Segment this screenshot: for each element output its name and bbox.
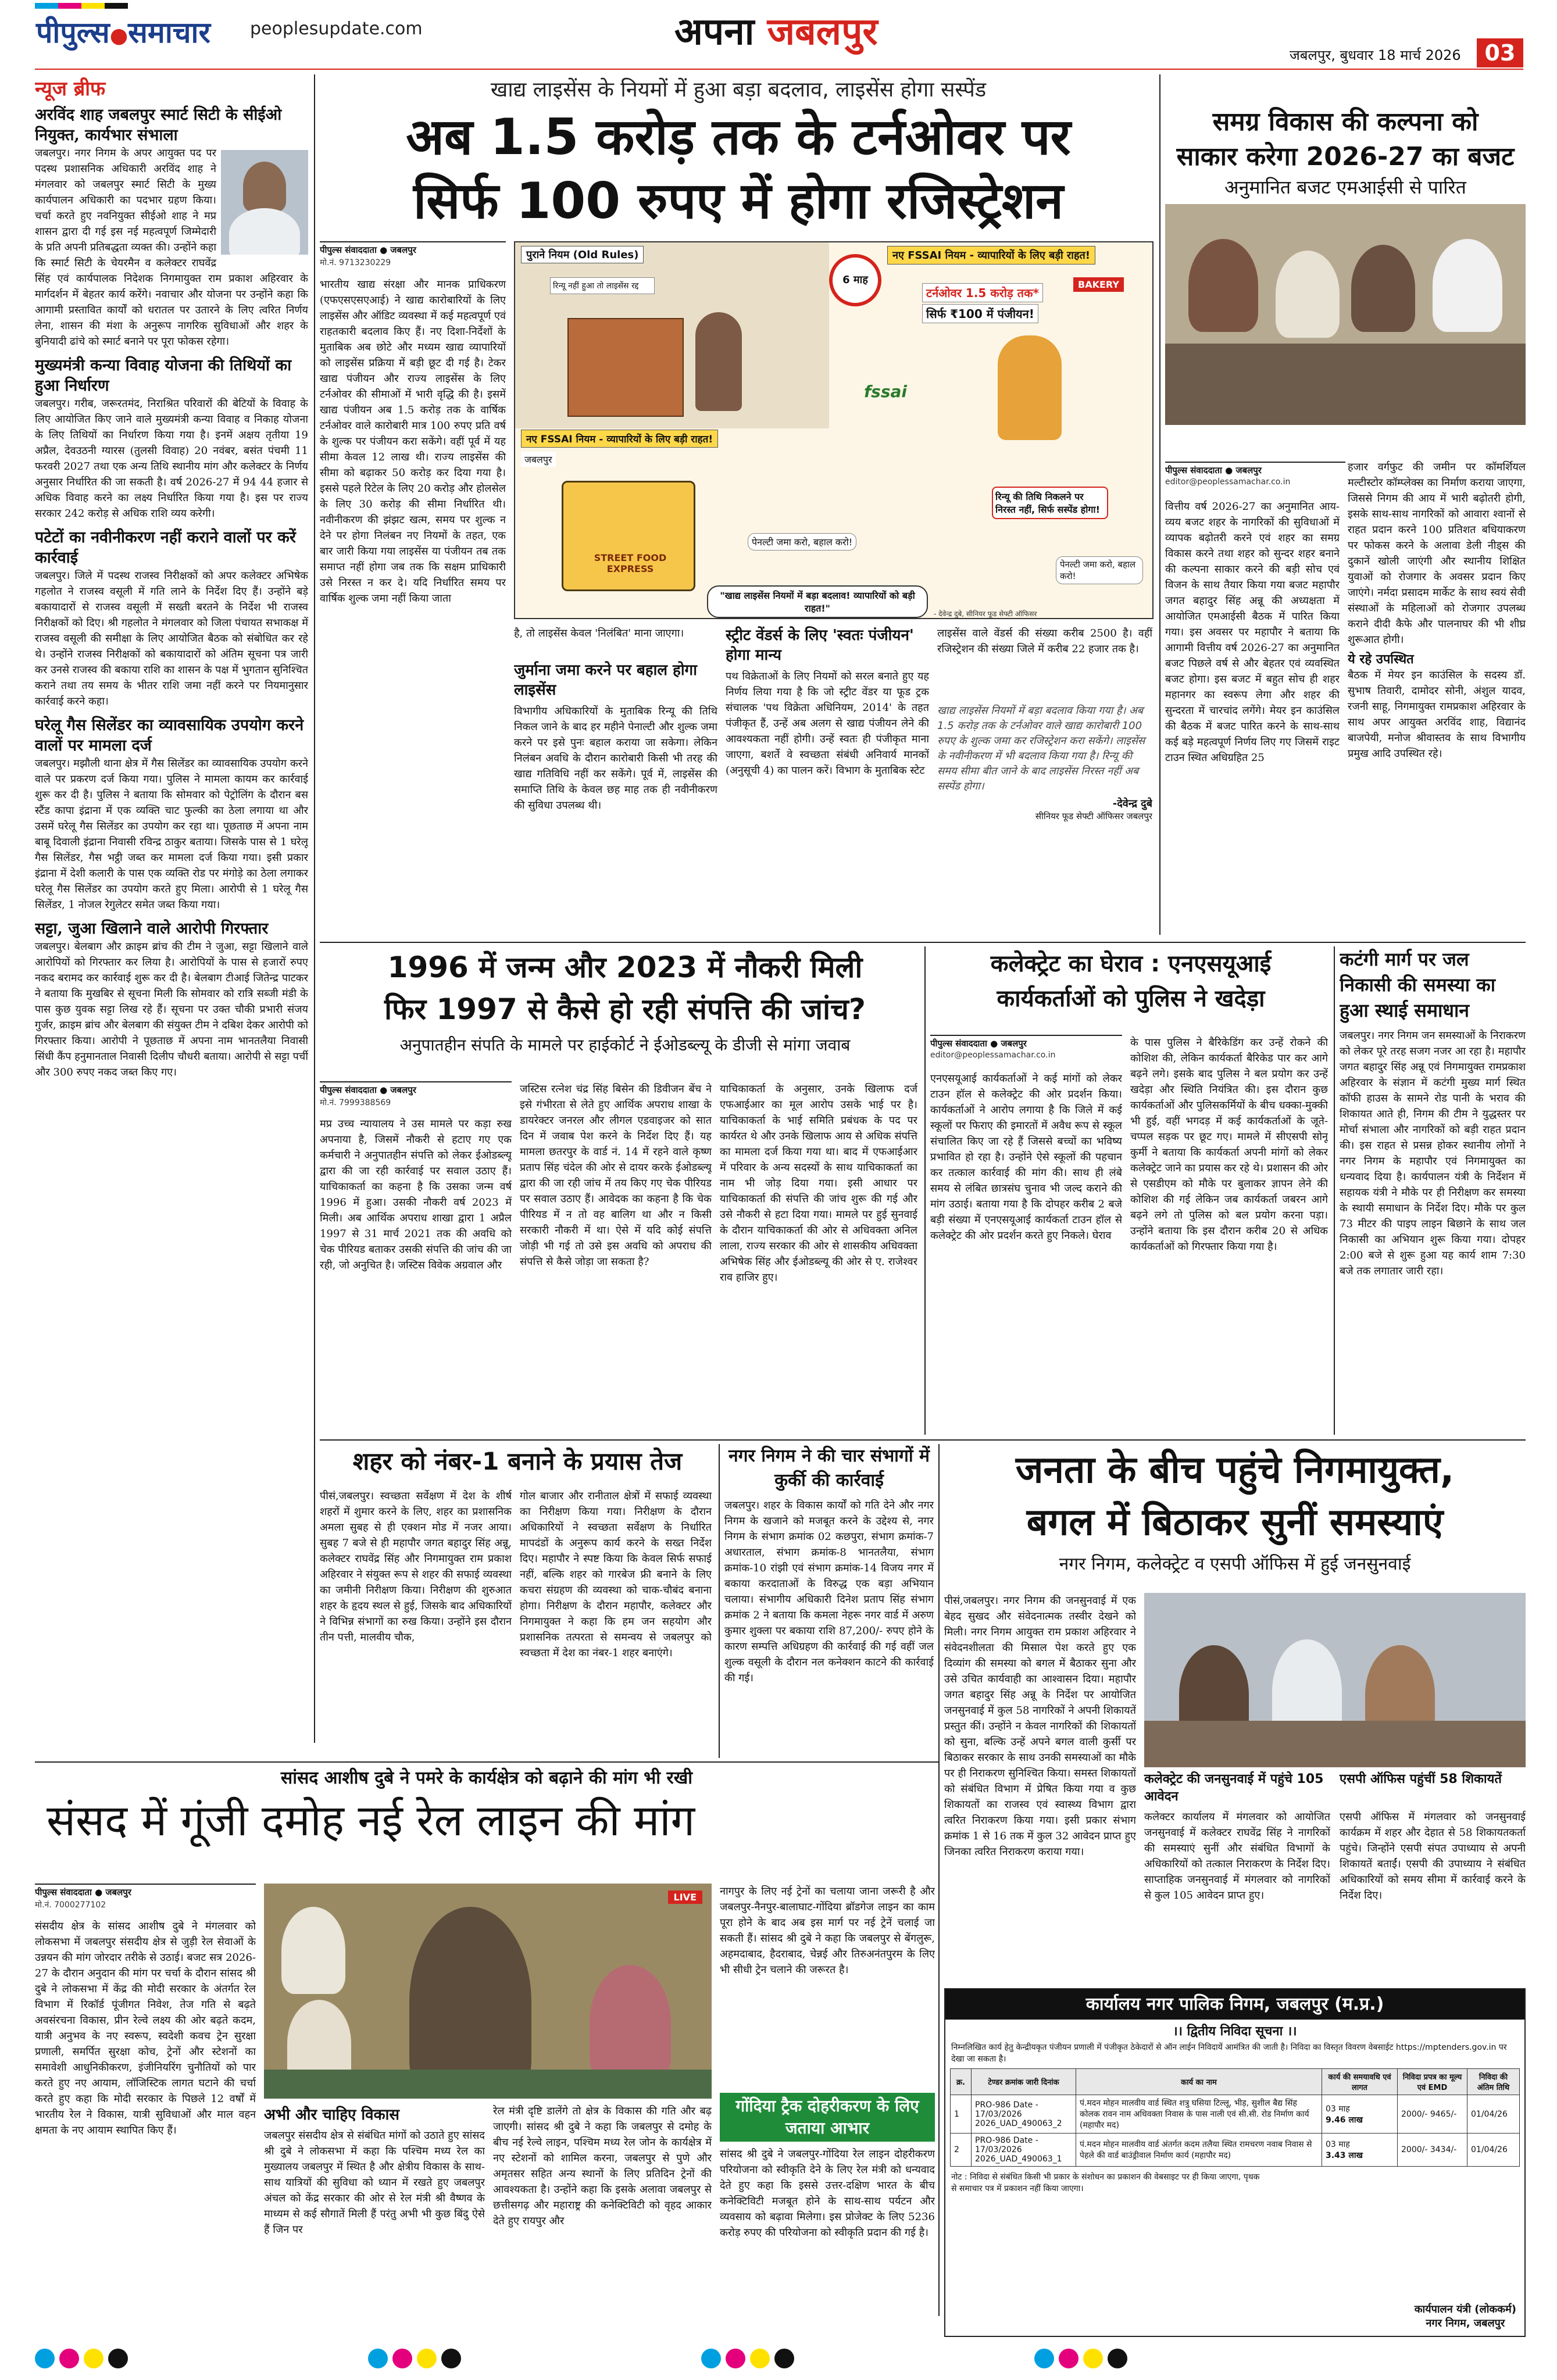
- kurki-body: जबलपुर। शहर के विकास कार्यों को गति देने और नगर निगम के खजाने को मजबूत करने के उद्देश्य से, नगर निगम के संभाग क्रमांक 02 कछपुरा, संभाग क्रमांक-7 अधारताल, संभाग क्रमांक-8 भानतलैया, संभाग क्रमांक-10 रांझी एवं संभाग क्रमांक-14 विजय नगर में बकाया करदाताओं के विरुद्ध एक बड़ा अभियान चलाया। संभागीय अधिकारी दिनेश प्रताप सिंह संभाग क्रमांक 2 ने बताया कि कमला नेहरू नगर वार्ड में अरुण कुमार शुक्ला पर बकाया राशि 87,200/- रुपए होने के कारण सम्पत्ति अधिग्रहण की कार्रवाई की गई वहीं जल शुल्क वसूली के दौरान नल कनेक्शन काटने की कार्रवाई की गई।: [724, 1499, 934, 1684]
- column-rule: [938, 1444, 940, 2316]
- gondia-box-body: सांसद श्री दुबे ने जबलपुर-गोंदिया रेल लाइन दोहरीकरण परियोजना को स्वीकृति देने के लिए रेल मंत्री को धन्यवाद देते हुए कहा कि इससे उत्तर-दक्षिण भारत के बीच कनेक्टिविटी मजबूत होने के साथ-साथ पर्यटन और व्यवसाय को बढ़ावा मिलेगा। इस प्रोजेक्ट के लिए 5236 करोड़ रुपए की परियोजना को स्वीकृति प्रदान की गई है।: [720, 2148, 935, 2239]
- lead-col-3: पथ विक्रेताओं के लिए नियमों को सरल बनाते हुए यह निर्णय लिया गया है कि जो स्ट्रीट वेंडर या फूड ट्रक संचालक 'पथ विक्रेता अधिनियम, 2014' के तहत पंजीकृत हैं, उन्हें अब अलग से खाद्य पंजीयन लेने की आवश्यकता नहीं होगी। उन्हें स्वतः ही पंजीकृत माना जाएगा, बशर्ते वे स्वच्छता संबंधी अनिवार्य मानकों (अनुसूची 4) का पालन करें। विभाग के मुताबिक स्टेट: [726, 670, 929, 777]
- quote-title: सीनियर फूड सेफ्टी ऑफिसर जबलपुर: [1035, 811, 1152, 821]
- lead-col-4: लाइसेंस वाले वेंडर्स की संख्या करीब 2500 है। वहीं रजिस्ट्रेशन की संख्या जिले में करीब 22 हजार तक है।: [937, 627, 1152, 655]
- city-no1-col-1: पीसं,जबलपुर। स्वच्छता सर्वेक्षण में देश के शीर्ष शहरों में शुमार करने के लिए, शहर का प्रशासनिक अमला सुबह से ही एक्शन मोड में नजर आया। सुबह 7 बजे से ही महापौर जगत बहादुर सिंह अन्नू, कलेक्टर राघवेंद्र सिंह और निगमायुक्त राम प्रकाश अहिरवार ने संयुक्त रूप से शहर की सफाई व्यवस्था का जमीनी निरीक्षण किया। निरीक्षण की शुरुआत शहर के हृदय स्थल से हुई, जिसके बाद अधिकारियों ने विभिन्न संभागों का रुख किया। उन्होंने इस दौरान तीन पत्ती, मालवीय चौक,: [320, 1490, 512, 1643]
- rail-byline-block: [35, 1884, 256, 1918]
- byline: पीपुल्स संवाददाता ● जबलपुर: [1165, 462, 1345, 476]
- cell-last: 01/04/26: [1467, 2095, 1520, 2134]
- brief-headline: सट्टा, जुआ खिलाने वाले आरोपी गिरफ्तार: [35, 920, 269, 938]
- header-rule: [35, 69, 1523, 70]
- cell-sn: 1: [951, 2095, 972, 2134]
- logo[interactable]: पीपुल्स●समाचार: [36, 16, 210, 49]
- rail-col-1: संसदीय क्षेत्र के सांसद आशीष दुबे ने मंगलवार को लोकसभा में जबलपुर संसदीय क्षेत्र से जुड़ी रेल सेवाओं के उन्नयन की मांग जोरदार तरीके से उठाई। बजट सत्र 2026-27 के दौरान अनुदान की मांग पर चर्चा के दौरान सांसद श्री दुबे ने लोकसभा में केंद्र की मोदी सरकार के अंतर्गत रेल विभाग में रिकॉर्ड पूंजीगत निवेश, तेज गति से बढ़ते अवसंरचना विकास, प्रीन रेल्वे लक्ष्य की ओर बढ़ते कदम, यात्री अनुभव के नए स्वरूप, स्वदेशी कवच ट्रेन सुरक्षा प्रणाली, समर्पित सुरक्षा कोच, ट्रेनों और स्टेशनों का समावेशी आधुनिकीकरण, इंजीनियरिंग चुनौतियों को पार करते हुए नए आयाम, लॉजिस्टिक लागत घटाने की चर्चा करते हुए कहा कि मोदी सरकार के पिछले 12 वर्षों में भारतीय रेल ने विकास, यात्री सुविधाओं और माल वहन क्षमता के नए आयाम स्थापित किए हैं।: [35, 1920, 256, 2136]
- city-no1-headline: शहर को नंबर-1 बनाने के प्रयास तेज: [352, 1447, 683, 1475]
- reporter-mobile: मो.नं. 7999388569: [320, 1098, 391, 1107]
- cartoon-speech: "खाद्य लाइसेंस नियमों में बड़ा बदलाव! व्यापारियों को बड़ी राहत!": [707, 585, 928, 618]
- brief-body: जबलपुर। मझौली थाना क्षेत्र में गैस सिलेंडर का व्यावसायिक उपयोग करने वाले पर प्रकरण दर्ज किया गया। पुलिस ने मामला कायम कर कार्रवाई शुरू कर दी है। पुलिस ने बताया कि सोमवार को पेट्रोलिंग के दौरान बस स्टैंड कापा इंद्राना में एक व्यक्ति चाट फुल्की का ठेला लगाया था और उसमें घरेलू गैस सिलेंडर का उपयोग कर रहा था। पूछताछ में अपना नाम बाबू दिवाली इंद्राना निवासी रविन्द्र ठाकुर बताया। जिसके पास से 1 घरेलू गैस सिलेंडर, गैस भट्ठी जब्त कर मामला दर्ज किया गया। इसी प्रकार इंद्राना में देशी कलारी के पास एक व्यक्ति रोड पर मंगोड़े का ठेला लगाकर घरेलू गैस सिलेंडर का उपयोग करते हुए मिला। आरोपी से 1 घरेलू गैस सिलेंडर, 1 नोजल रेगुलेटर समेत जब्त किया गया।: [35, 757, 308, 911]
- th-duration: कार्य की समयावधि एवं लागत: [1322, 2069, 1398, 2095]
- quote-name: -देवेन्द्र दुबे: [1112, 798, 1152, 810]
- rail-col-4: नागपुर के लिए नई ट्रेनों का चलाया जाना जरूरी है और जबलपुर-नैनपुर-बालाघाट-गोंदिया ब्रॉडगेज लाइन का काम पूरा होने के बाद अब इस मार्ग पर नई ट्रेनें चलाई जा सकती हैं। सांसद श्री दुबे ने कहा कि जबलपुर से बेंगलुरू, अहमदाबाद, हैदराबाद, चेन्नई और तिरुअनंतपुरम के लिए भी सीधी ट्रेन चलाने की जरूरत है।: [720, 1885, 935, 1976]
- section-prefix: अपना: [674, 10, 755, 53]
- arvind-shah-photo: [221, 150, 308, 255]
- live-badge: LIVE: [668, 1891, 702, 1904]
- section-title: [674, 5, 878, 55]
- lead-quote: [937, 703, 1152, 855]
- budget-col-2: [1348, 459, 1526, 936]
- logo-left: पीपुल्स: [36, 16, 110, 49]
- tender-title: कार्यालय नगर पालिक निगम, जबलपुर (म.प्र.): [945, 1989, 1524, 2020]
- cartoon-penalty-2: पेनल्टी जमा करो, बहाल करो!: [1056, 556, 1143, 584]
- hearing-body: पीसं,जबलपुर। नगर निगम की जनसुनवाई में एक बेहद सुखद और संवेदनात्मक तस्वीर देखने को मिली। नगर निगम आयुक्त राम प्रकाश अहिरवार ने संवेदनशीलता की मिसाल पेश करते हुए एक दिव्यांग की समस्या को बगल में बैठाकर सुना और उसे उचित कार्यवाही का आश्वासन दिया। महापौर जगत बहादुर सिंह अन्नू के निर्देश पर आयोजित जनसुनवाई में कुल 58 नागरिकों ने अपनी शिकायतें प्रस्तुत कीं। उन्होंने न केवल नागरिकों की शिकायतों को सुना, बल्कि उन्हें अपने बगल वाली कुर्सी पर बिठाकर सरकार के साथ उनकी समस्याओं का मौके पर ही निराकरण सुनिश्चित किया। समस्त शिकायतों को संबंधित विभाग में प्रेषित किया गया व कुछ शिकायतों का राजस्व एवं स्वास्थ्य विभाग द्वारा त्वरित निराकरण किया गया। इसी प्रकार संभाग क्रमांक 1 से 16 तक में कुल 32 आवेदन प्राप्त हुए जिनका त्वरित निराकरण कराया गया।: [944, 1595, 1136, 1858]
- duration: 03 माह: [1326, 2104, 1350, 2114]
- column-rule: [1334, 946, 1335, 1435]
- hc-headline-1: 1996 में जन्म और 2023 में नौकरी मिली: [387, 950, 863, 984]
- budget-headline-1: समग्र विकास की कल्पना को: [1212, 107, 1479, 137]
- email: editor@peoplessamachar.co.in: [1165, 477, 1291, 487]
- cell-tender: PRO-986 Date - 17/03/2026 2026_UAD_490063_2: [972, 2095, 1076, 2134]
- duration: 03 माह: [1326, 2140, 1350, 2149]
- fssai-logo: fssai: [864, 382, 908, 401]
- cell-duration: [1322, 2134, 1398, 2167]
- th-emd: निविदा प्रपत्र का मूल्य एवं EMD: [1398, 2069, 1467, 2095]
- lead-subhead-2: स्ट्रीट वेंडर्स के लिए 'स्वतः पंजीयन' होगा मान्य: [726, 627, 914, 664]
- hc-headline-2: फिर 1997 से कैसे हो रही संपत्ति की जांच?: [384, 992, 866, 1026]
- horizontal-rule: [35, 1761, 938, 1763]
- hearing-caption-1: कलेक्ट्रेट की जनसुनवाई में पहुंचे 105 आवेदन: [1144, 1772, 1324, 1804]
- hearing-photo-1: [1144, 1593, 1526, 1767]
- bakery-sign: BAKERY: [1073, 277, 1124, 292]
- brief-item: [35, 105, 308, 349]
- cell-last: 01/04/26: [1467, 2134, 1520, 2167]
- brief-body: जबलपुर। बेलबाग और क्राइम ब्रांच की टीम ने जुआ, सट्टा खिलाने वाले आरोपियों को गिरफ्तार कर लिया है। आरोपियों के पास से हजारों रुपए नकद बरामद कर कार्रवाई शुरू कर दी है। बेलबाग टीआई जितेन्द्र पाटकर ने बताया कि मुखबिर से सूचना मिली कि सोमवार को रात्रि सब्जी मंडी के पास कुछ युवक सट्टा लिख रहे हैं। सूचना पर उक्त चौकी प्रभारी संजय गुर्जर, क्राइम ब्रांच और बेलबाग की संयुक्त टीम ने दबिश देकर आरोपी को गिरफ्तार किया। आरोपी ने पूछताछ में अपना नाम भानतलैया निवासी सिंधी कैंप हनुमानताल निवासी दिलीप चौधरी बताया। आरोपी से सट्टा पर्ची और 300 रुपए नकद जब्त किए गए।: [35, 941, 308, 1078]
- collectorate-col-1: एनएसयूआई कार्यकर्ताओं ने कई मांगों को लेकर टाउन हॉल से कलेक्ट्रेट की ओर प्रदर्शन किया। कार्यकर्ताओं ने आरोप लगाया है कि जिले में कई स्कूलों पर फिराए की इमारतों में अवैध रूप से स्कूल संचालित किए जा रहे हैं जिससे बच्चों का भविष्य प्रभावित हो रहा है। उन्होंने ऐसे स्कूलों की पहचान कर तत्काल कार्रवाई की मांग की। साथ ही लंबे समय से लंबित छात्रसंघ चुनाव भी जल्द कराने की मांग उठाई। बताया गया है कि दोपहर करीब 2 बजे बड़ी संख्या में एनएसयूआई कार्यकर्ता टाउन हॉल से कलेक्ट्रेट की ओर प्रदर्शन करते हुए निकले। घेराव: [930, 1073, 1122, 1242]
- brief-item: [35, 919, 308, 1080]
- collectorate-byline-block: [930, 1035, 1122, 1070]
- cell-duration: [1322, 2095, 1398, 2134]
- masthead: [0, 0, 1557, 70]
- cost: 3.43 लाख: [1326, 2151, 1363, 2160]
- brief-item: [35, 527, 308, 709]
- brief-headline: घरेलू गैस सिलेंडर का व्यावसायिक उपयोग करने वालों पर मामला दर्ज: [35, 716, 304, 755]
- column-rule: [719, 1444, 720, 1758]
- budget-col-2-body: हजार वर्गफुट की जमीन पर कॉमर्शियल मल्टीस्टोर कॉम्प्लेक्स का निर्माण कराया जाएगा, जिससे निगम की आय में भारी बढ़ोतरी होगी, इसके साथ-साथ नागरिकों को आवारा श्वानों से राहत प्रदान करने 100 प्रतिशत बधियाकरण पर फोकस करने के अलावा डेली नीड्स की दुकानें खोली जाएंगी और स्थानीय शिक्षित युवाओं को रोजगार के अवसर प्रदान किए जाएंगे। नर्मदा प्रसादम मार्केट के साथ स्वयं सेवी संस्थाओं के महिलाओं को रोजगार उपलब्ध कराने दीदी कैफे और पालनाघर की भी शीघ्र शुरूआत होगी।: [1348, 461, 1526, 646]
- brief-body: जबलपुर। नगर निगम के अपर आयुक्त पद पर पदस्थ प्रशासनिक अधिकारी अरविंद शाह ने मंगलवार को जबलपुर स्मार्ट सिटी के मुख्य कार्यपालन अधिकारी का पदभार ग्रहण किया। चर्चा करते हुए नवनियुक्त सीईओ शाह ने मप्र शासन द्वारा दी गई इस नई महत्वपूर्ण जिम्मेदारी के प्रति अपनी प्रतिबद्धता व्यक्त की। उन्होंने कहा कि स्मार्ट सिटी के चेयरमैन व कलेक्टर राघवेंद्र सिंह एवं कार्यपालक निदेशक निगमायुक्त राम प्रकाश अहिरवार के मार्गदर्शन में बेहतर कार्य करेंगे। नवाचार और योजना पर उन्होंने कहा कि आगामी प्रस्तावित कार्यों को धरातल पर उतारने के लिए त्वरित निर्णय लेना, शासन की मंशा के अनुरूप नागरिक सुविधाओं और शहर के बुनियादी ढांचे को स्मार्ट बनाने पर पूरा फोकस रहेगा।: [35, 147, 308, 348]
- tender-signature: [1415, 2302, 1516, 2330]
- parliament-photo: [264, 1884, 712, 2099]
- katangi-story: [1340, 946, 1526, 1446]
- katangi-headline: कटंगी मार्ग पर जल निकासी की समस्या का हुआ स्थाई समाधान: [1340, 948, 1496, 1021]
- katangi-body: जबलपुर। नगर निगम जन समस्याओं के निराकरण को लेकर पूरे तरह सजग नजर आ रहा है। महापौर जगत बहादुर सिंह अन्नू एवं निगमायुक्त रामप्रकाश अहिरवार के संज्ञान में कटंगी मुख्य मार्ग स्थित कॉफी हाउस के सामने रोड पानी के भराव की शिकायत आते ही, निगम की टीम ने युद्धस्तर पर मोर्चा संभाला और नागरिकों को बड़ी राहत प्रदान की। इस राहत से प्रसन्न होकर स्थानीय लोगों ने नगर निगम के महापौर एवं निगमायुक्त का धन्यवाद दिया है। कार्यपालन यंत्री के निर्देशन में सहायक यंत्री ने मौके पर ही निरीक्षण कर समस्या के स्थायी समाधान के निर्देश दिए। मौके पर कुल 73 मीटर की पाइप लाइन बिछाने के साथ जल निकासी का अभियान शुरू किया गया। दोपहर 2:00 बजे से शुरू हुआ यह कार्य शाम 7:30 बजे तक लगातार जारी रहा।: [1340, 1030, 1526, 1277]
- gondia-box-title: गोंदिया ट्रैक दोहरीकरण के लिए जताया आभार: [720, 2093, 935, 2142]
- tender-note: नोट : निविदा से संबंधित किसी भी प्रकार के संशोधन का प्रकाशन की वेबसाइट पर ही किया जाएगा, पृथक से समाचार पत्र में प्रकाशन नहीं किया जाएगा।: [951, 2172, 1260, 2193]
- cartoon-credit: - देवेन्द्र दुबे, सीनियर फूड सेफ्टी ऑफिसर: [934, 610, 1037, 618]
- signature-org: नगर निगम, जबलपुर: [1426, 2317, 1505, 2329]
- brief-item: [35, 715, 308, 913]
- cell-sn: 2: [951, 2134, 972, 2167]
- reporter-mobile: मो.नं. 9713230229: [320, 258, 391, 267]
- cell-emd: 2000/- 9465/-: [1398, 2095, 1467, 2134]
- kurki-story: [724, 1444, 934, 1770]
- rail-subhead: अभी और चाहिए विकास: [264, 2106, 399, 2124]
- cartoon-happy-man: [998, 335, 1062, 440]
- th-last: निविदा की अंतिम तिथि: [1467, 2069, 1520, 2095]
- reporter-mobile: मो.नं. 7000277102: [35, 1900, 106, 1910]
- section-city: जबलपुर: [767, 10, 878, 53]
- rail-col-2: जबलपुर संसदीय क्षेत्र से संबंधित मांगों को उठाते हुए सांसद श्री दुबे ने लोकसभा में कहा कि पश्चिम मध्य रेल का मुख्यालय जबलपुर में स्थित है और क्षेत्रीय विकास के साथ-साथ यात्रियों की सुविधा को ध्यान में रखते हुए जबलपुर अंचल को केंद्र सरकार की ओर से रेल मंत्री श्री वैष्णव के माध्यम से कई सौगातें मिली हैं परंतु अभी भी कुछ बिंदु ऐसे हैं जिन पर: [264, 2129, 485, 2236]
- th-sn: क्र.: [951, 2069, 972, 2095]
- cartoon-new-rules: नए FSSAI नियम - व्यापारियों के लिए बड़ी राहत!: [887, 246, 1095, 265]
- budget-photo: [1165, 204, 1526, 425]
- hearing-caption-2: एसपी ऑफिस पहुंचीं 58 शिकायतें: [1340, 1772, 1502, 1786]
- hearing-collectorate: कलेक्टर कार्यालय में मंगलवार को आयोजित जनसुनवाई में कलेक्टर राघवेंद्र सिंह ने नागरिकों की समस्याएं सुनीं और संबंधित विभागों के अधिकारियों को तत्काल निराकरण के निर्देश दिए। साप्ताहिक जनसुनवाई में मंगलवार को नागरिकों से कुल 105 आवेदन प्राप्त हुए।: [1144, 1811, 1330, 1902]
- cartoon-penalty-1: पेनल्टी जमा करो, बहाल करो!: [748, 533, 856, 551]
- cmyk-dots-bottom: [35, 2349, 1523, 2372]
- cell-work: पं.मदन मोहन मालवीय वार्ड स्थित शत्रु घसिया टिल्लू, भीड़, सुशील बैद्य सिंह कोलक रावन नाम अधिवक्ता निवास के पास नाली एवं सी.सी. रोड निर्माण कार्य (महापौर मद): [1076, 2095, 1322, 2134]
- lead-headline-1: अब 1.5 करोड़ तक के टर्नओवर पर: [406, 108, 1071, 166]
- lead-col-1: भारतीय खाद्य संरक्षा और मानक प्राधिकरण (एफएसएसएआई) ने खाद्य कारोबारियों के लिए लाइसेंस और ऑडिट व्यवस्था में कई महत्वपूर्ण एवं राहतकारी बदलाव किए हैं। नए दिशा-निर्देशों के मुताबिक अब छोटे और मध्यम खाद्य व्यापारियों को लाइसेंस प्रक्रिया में बड़ी छूट दी गई है। टेकर खाद्य पंजीयन और राज्य लाइसेंस के लिए टर्नओवर की सीमाओं में भारी वृद्धि की है। इसमें खाद्य पंजीयन अब 1.5 करोड़ तक के वार्षिक टर्नओवर वाले कारोबारी मात्र 100 रुपए प्रति वर्ष के शुल्क पर पंजीयन करा सकेंगे। वहीं पूर्व में यह सीमा केवल 12 लाख थी। राज्य लाइसेंस की सीमा को बढ़ाकर 50 करोड़ कर दिया गया है। इससे पहले रिटेल के लिए 20 करोड़ और होलसेल के लिए 30 करोड़ की सीमा निर्धारित थी। नवीनीकरण की झंझट खत्म, समय पर शुल्क न देने पर होगा निलंबन नए नियमों के तहत, एक बार जारी किया गया लाइसेंस या पंजीयन तब तक समाप्त नहीं होगा जब तक कि सक्षम प्राधिकारी उसे निरस्त न कर दे। यदि निर्धारित समय पर वार्षिक शुल्क जमा नहीं किया जाता: [320, 278, 506, 605]
- lead-subhead-1: जुर्माना जमा करने पर बहाल होगा लाइसेंस: [514, 662, 697, 699]
- tender-notice-label: ।। द्वितीय निविदा सूचना ।।: [1173, 2024, 1297, 2039]
- byline: पीपुल्स संवाददाता ● जबलपुर: [320, 241, 506, 256]
- th-tender: टेण्डर क्रमांक जारी दिनांक: [972, 2069, 1076, 2095]
- cell-emd: 2000/- 3434/-: [1398, 2134, 1467, 2167]
- cartoon-fee: सिर्फ ₹100 में पंजीयन!: [922, 304, 1038, 323]
- table-row: [951, 2134, 1520, 2167]
- quote-text: खाद्य लाइसेंस नियमों में बड़ा बदलाव किया गया है। अब 1.5 करोड़ तक के टर्नओवर वाले खाद्य कारोबारी 100 रुपए के शुल्क जमा कर रजिस्ट्रेशन करा सकेंगे। लाइसेंस के नवीनीकरण में भी बदलाव किया गया है। रिन्यू की समय सीमा बीत जाने के बाद लाइसेंस निरस्त नहीं अब सस्पेंड होगा।: [937, 705, 1145, 792]
- hc-subhead: अनुपातहीन संपति के मामले पर हाईकोर्ट ने ईओडब्ल्यू के डीजी से मांगा जवाब: [399, 1035, 851, 1055]
- cartoon-renew: रिन्यू की तिथि निकलने पर निरस्त नहीं, सिर्फ सस्पेंड होगा!: [992, 487, 1108, 519]
- cartoon-old-rules: पुराने नियम (Old Rules): [521, 246, 644, 263]
- kurki-headline: नगर निगम ने की चार संभागों में कुर्की की कार्रवाई: [728, 1446, 930, 1491]
- byline: पीपुल्स संवाददाता ● जबलपुर: [320, 1081, 512, 1096]
- budget-present-heading: ये रहे उपस्थित: [1348, 652, 1414, 667]
- lead-headline-2: सिर्फ 100 रुपए में होगा रजिस्ट्रेशन: [413, 172, 1064, 230]
- cell-tender: PRO-986 Date - 17/03/2026 2026_UAD_490063_1: [972, 2134, 1076, 2167]
- food-truck-label: STREET FOOD EXPRESS: [594, 552, 667, 574]
- budget-col-1: वित्तीय वर्ष 2026-27 का अनुमानित आय-व्यय बजट शहर के नागरिकों की सुविधाओं में व्यापक बढ़ोतरी करने एवं शहर का समग्र विकास करने तथा शहर को सुन्दर शहर बनाने की कल्पना साकार करने की बड़ी सोच एवं विजन के साथ तैयार किया गया बजट महापौर जगत बहादुर सिंह अन्नू की अध्यक्षता में आयोजित एमआईसी बैठक में पारित किया गया। इस अवसर पर महापौर ने बताया कि आगामी वित्तीय वर्ष 2026-27 का अनुमानित बजट पिछले वर्ष से और बेहतर एवं व्यवस्थित बजट होगा। इस बजट में बहुत सोच ही शहर महानगर का स्वरूप लेगा और शहर की सुन्दरता में चारचांद लगेंगे। मेयर इन काउंसिल की बैठक में बजट पारित करने के साथ-साथ कई बड़े महत्वपूर्ण निर्णय लिए गए जिसमें राइट टाउन स्थित अधिग्रहित 25: [1165, 501, 1340, 764]
- hc-col-1: मप्र उच्च न्यायालय ने उस मामले पर कड़ा रुख अपनाया है, जिसमें नौकरी से हटाए गए एक कर्मचारी ने अनुपातहीन संपत्ति को लेकर ईओडब्ल्यू द्वारा की जा रही कार्रवाई पर सवाल उठाए हैं। याचिकाकर्ता का कहना है कि उसका जन्म वर्ष 1996 में हुआ। उसकी नौकरी वर्ष 2023 में मिली। अब आर्थिक अपराध शाखा द्वारा 1 अप्रैल 1997 से 31 मार्च 2021 तक की अवधि को चेक पीरियड बताकर उसकी संपत्ति की जांच की जा रही, जो अनुचित है। जस्टिस विवेक अग्रवाल और: [320, 1118, 512, 1271]
- cartoon-turnover: टर्नओवर 1.5 करोड़ तक*: [922, 283, 1043, 302]
- logo-right: समाचार: [128, 16, 210, 49]
- lead-col-2a: है, तो लाइसेंस केवल 'निलंबित' माना जाएगा।: [514, 627, 684, 639]
- column-rule: [1159, 74, 1160, 935]
- collectorate-headline-1: कलेक्ट्रेट का घेराव : एनएसयूआई: [990, 950, 1272, 977]
- tender-notice: [944, 1988, 1526, 2337]
- hc-byline-block: [320, 1081, 512, 1116]
- gondia-box: [720, 2093, 935, 2337]
- hc-col-2: जस्टिस रत्नेश चंद्र सिंह बिसेन की डिवीजन बेंच ने इसे गंभीरता से लेते हुए आर्थिक अपराध शाखा के डायरेक्टर जनरल और लीगल एडवाइजर को सात दिन में जवाब पेश करने के निर्देश दिए हैं। यह मामला छतरपुर के वार्ड नं. 14 में रहने वाले कृष्ण प्रताप सिंह चंदेल की ओर से दायर करके ईओडब्ल्यू द्वारा की जा रही जांच में तय किए गए चेक पीरियड पर सवाल उठाए हैं। आवेदक का कहना है कि चेक पीरियड में न तो वह बालिग था और न किसी सरकारी नौकरी में था। ऐसे में यदि कोई संपत्ति जोड़ी भी गई तो उसे इस अवधि को अपराध की संपत्ति से कैसे जोड़ा जा सकता है?: [520, 1083, 712, 1268]
- column-rule: [924, 946, 926, 1435]
- brief-headline: अरविंद शाह जबलपुर स्मार्ट सिटी के सीईओ नियुक्त, कार्यभार संभाला: [35, 106, 282, 144]
- th-work: कार्य का नाम: [1076, 2069, 1322, 2095]
- email: editor@peoplessamachar.co.in: [930, 1050, 1056, 1060]
- lead-byline-block: [320, 241, 506, 276]
- collectorate-col-2: के पास पुलिस ने बैरिकेडिंग कर उन्हें रोकने की कोशिश की, लेकिन कार्यकर्ता बैरिकेड पार कर आगे बढ़ने लगे। इसके बाद पुलिस ने बल प्रयोग कर उन्हें खदेड़ा और स्थिति नियंत्रित की। इस दौरान कुछ कार्यकर्ताओं और पुलिसकर्मियों के बीच धक्का-मुक्की भी हुई, वहीं भगदड़ में कई कार्यकर्ताओं के जूते-चप्पल सड़क पर छूट गए। मामले में सीएसपी सोनू कुर्मी ने बताया कि कार्यकर्ता अपनी मांगों को लेकर कलेक्ट्रेट जाने का प्रयास कर रहे थे। प्रशासन की ओर से एसडीएम को मौके पर बुलाकर ज्ञापन लेने की कोशिश की गई लेकिन जब कार्यकर्ता जबरन आगे बढ़ने लगे तो पुलिस को बल प्रयोग करना पड़ा। उन्होंने बताया कि इस दौरान करीब 20 से अधिक कार्यकर्ताओं को गिरफ्तार किया गया है।: [1130, 1037, 1328, 1253]
- page-number: 03: [1477, 38, 1523, 67]
- brief-body: जबलपुर। जिले में पदस्थ राजस्व निरीक्षकों को अपर कलेक्टर अभिषेक गहलोत ने राजस्व वसूली में गति लाने के निर्देश दिए हैं। उन्होंने बड़े बकायादारों से राजस्व वसूली में सख्ती बरतने के निर्देश भी राजस्व निरीक्षकों को दिए। श्री गहलोत ने मंगलवार को जिला पंचायत सभाकक्ष में राजस्व वसूली की समीक्षा के लिए आयोजित बैठक को संबोधित कर रहे थे। उन्होंने राजस्व निरीक्षकों को बकायादारों को अंतिम सूचना पत्र जारी कर उनसे राजस्व की बकाया राशि का शासन के पक्ष में भुगतान सुनिश्चित कराने तथा तय समय के भीतर राशि जमा नहीं करने पर नियमानुसार कार्रवाई करने कहा।: [35, 570, 308, 707]
- budget-headline-2: साकार करेगा 2026-27 का बजट: [1176, 142, 1515, 171]
- clock-icon: 6 माह: [829, 254, 881, 306]
- lead-col-2b: विभागीय अधिकारियों के मुताबिक रिन्यू की तिथि निकल जाने के बाद हर महीने पेनाल्टी और शुल्क जमा करने पर इसे पुनः बहाल कराया जा सकेगा। लेकिन निलंबन अवधि के दौरान कारोबारी किसी भी तरह की खाद्य गतिविधि नहीं कर सकेंगे। पूर्व में, लाइसेंस की समाप्ति तिथि के केवल छह माह तक ही नवीनीकरण की सुविधा उपलब्ध थी।: [514, 705, 717, 812]
- table-row: [951, 2095, 1520, 2134]
- column-rule: [314, 74, 315, 1743]
- rail-kicker: सांसद आशीष दुबे ने पमरे के कार्यक्षेत्र को बढ़ाने की मांग भी रखी: [280, 1768, 693, 1788]
- collectorate-headline-2: कार्यकर्ताओं को पुलिस ने खदेड़ा: [997, 985, 1265, 1012]
- horizontal-rule: [320, 942, 1526, 943]
- signature-title: कार्यपालन यंत्री (लोककर्म): [1414, 2303, 1516, 2315]
- hearing-sp-office: एसपी ऑफिस में मंगलवार को जनसुनवाई कार्यक्रम में शहर और देहात से 58 शिकायतकर्ता पहुंचे। जिन्होंने एसपी संपत उपाध्याय से अपनी शिकायतें बताईं। एसपी की उपाध्याय ने संबंधित अधिकारियों को समय सीमा में कार्रवाई करने के निर्देश दिए।: [1340, 1811, 1526, 1902]
- budget-byline-block: [1165, 462, 1345, 496]
- budget-present: बैठक में मेयर इन काउंसिल के सदस्य डॉ. सुभाष तिवारी, दामोदर सोनी, अंशुल यादव, रजनी साहू, निगमायुक्त रामप्रकाश अहिरवार के साथ अपर आयुक्त अरविंद शाह, विद्यानंद बाजपेयी, मनोज श्रीवास्तव के साथ विभागीय प्रमुख आदि उपस्थित रहे।: [1348, 669, 1526, 760]
- byline: पीपुल्स संवाददाता ● जबलपुर: [35, 1884, 256, 1898]
- news-brief-label: न्यूज ब्रीफ: [35, 77, 106, 101]
- issue-date: जबलपुर, बुधवार 18 मार्च 2026: [1290, 47, 1461, 63]
- city-no1-col-2: गोल बाजार और रानीताल क्षेत्रों में सफाई व्यवस्था का निरीक्षण किया गया। निरीक्षण के दौरान अधिकारियों ने स्वच्छता सर्वेक्षण के निर्धारित मापदंडों के अनुरूप कार्य करने के सख्त निर्देश दिए। महापौर ने स्पष्ट किया कि केवल सिर्फ सफाई नहीं, बल्कि शहर को गारबेज फ्री बनाने के लिए कचरा संग्रहण की व्यवस्था को चाक-चौबंद बनाना होगा। निरीक्षण के दौरान महापौर, कलेक्टर और निगमायुक्त ने कहा कि हम जन सहयोग और प्रशासनिक तत्परता से समन्वय से जबलपुर को स्वच्छता में देश का नंबर-1 शहर बनाएंगे।: [520, 1490, 712, 1659]
- tender-intro: निम्नलिखित कार्य हेतु केन्द्रीयकृत पंजीयन प्रणाली में पंजीकृत ठेकेदारों से ऑन लाईन निविदायें आमंत्रित की जाती है। निविदा का विस्तृत विवरण वेबसाईट https://mptenders.gov.in पर देखा जा सकता है।: [951, 2043, 1507, 2064]
- brief-item: [35, 355, 308, 521]
- rail-col-3: रेल मंत्री दृष्टि डालेंगे तो क्षेत्र के विकास की गति और बढ़ जाएगी। सांसद श्री दुबे ने कहा कि जबलपुर से दमोह के बीच नई रेल्वे लाइन, पश्चिम मध्य रेल जोन के कार्यक्षेत्र में नए स्टेशनों को शामिल करना, जबलपुर से पुणे और अमृतसर सहित अन्य स्थानों के लिए प्रतिदिन ट्रेनों की आवश्यकता है। उन्होंने कहा कि इसके अलावा जबलपुर से छत्तीसगढ़ और महाराष्ट्र की कनेक्टिविटी को वृहद आकार देते हुए रायपुर और: [493, 2105, 712, 2227]
- cartoon-sad-man: [695, 312, 742, 411]
- food-truck: [562, 481, 695, 591]
- rail-headline: संसद में गूंजी दमोह नई रेल लाइन की मांग: [47, 1796, 695, 1846]
- brief-body: जबलपुर। गरीब, जरूरतमंद, निराश्रित परिवारों की बेटियों के विवाह के लिए आयोजित किए जाने वाले मुख्यमंत्री कन्या विवाह व निकाह योजना के लिए तिथियों का निर्धारण किया गया है। इनमें अक्षय तृतीया 19 अप्रैल, देवउठनी ग्यारस (तुलसी विवाह) 20 नवंबर, बसंत पंचमी 11 फरवरी 2027 तथा एक अन्य तिथि स्थानीय मांग और कलेक्टर के निर्णय अनुसार निर्धारित की जा सकती है। वर्ष 2026-27 में 94 44 हजार से अधिक विवाह करने का लक्ष्य निर्धारित किया गया है। इस पर राज्य सरकार 242 करोड़ से अधिक राशि व्यय करेगी।: [35, 398, 308, 520]
- hearing-headline-2: बगल में बिठाकर सुनीं समस्याएं: [1026, 1501, 1444, 1544]
- hc-col-3: याचिकाकर्ता के अनुसार, उनके खिलाफ दर्ज एफआईआर का मूल आरोप उसके भाई पर है। याचिकाकर्ता के भाई समिति प्रबंधक के पद पर कार्यरत थे और उनके खिलाफ आय से अधिक संपत्ति का मामला दर्ज किया गया था। बाद में एफआईआर में परिवार के अन्य सदस्यों के साथ याचिकाकर्ता का नाम भी जोड़ दिया गया। इसी आधार पर याचिकाकर्ता की संपत्ति की जांच शुरू की गई और उसे नौकरी से हटा दिया गया। मामले पर हुई सुनवाई के दौरान याचिकाकर्ता की ओर से अधिवक्ता अनिल लाला, राज्य सरकार की ओर से शासकीय अधिवक्ता अभिषेक सिंह और ईओडब्ल्यू की ओर से ए. राजेश्वर राव हाजिर हुए।: [720, 1083, 917, 1284]
- tender-table: [950, 2068, 1520, 2167]
- cmyk-dots-top: [35, 0, 174, 6]
- fssai-cartoon: [514, 241, 1154, 619]
- brief-headline: पटेटों का नवीनीकरण नहीं कराने वालों पर करें कार्रवाई: [35, 528, 296, 567]
- cartoon-old-caption: रिन्यू नहीं हुआ तो लाइसेंस रद्द: [550, 277, 655, 294]
- news-brief: [35, 74, 308, 1853]
- cartoon-shop: [567, 318, 684, 417]
- hearing-subhead: नगर निगम, कलेक्ट्रेट व एसपी ऑफिस में हुई जनसुनवाई: [1059, 1554, 1411, 1574]
- horizontal-rule: [320, 1439, 1526, 1441]
- byline: पीपुल्स संवाददाता ● जबलपुर: [930, 1035, 1122, 1049]
- budget-subhead: अनुमानित बजट एमआईसी से पारित: [1224, 176, 1466, 198]
- hearing-headline-1: जनता के बीच पहुंचे निगमायुक्त,: [1015, 1449, 1455, 1492]
- cost: 9.46 लाख: [1326, 2115, 1363, 2125]
- brief-headline: मुख्यमंत्री कन्या विवाह योजना की तिथियों का हुआ निर्धारण: [35, 356, 292, 395]
- cell-work: पं.मदन मोहन मालवीय वार्ड अंतर्गत कदम तलैया स्थित रामचरण नवाब निवास से पेहले की वार्ड बाउंड्रीवाल निर्माण कार्य (महापौर मद): [1076, 2134, 1322, 2167]
- cartoon-city: जबलपुर: [521, 452, 556, 467]
- website[interactable]: peoplesupdate.com: [250, 19, 423, 39]
- cartoon-new-rules-2: नए FSSAI नियम - व्यापारियों के लिए बड़ी राहत!: [521, 430, 718, 448]
- lead-kicker: खाद्य लाइसेंस के नियमों में हुआ बड़ा बदलाव, लाइसेंस होगा सस्पेंड: [490, 78, 987, 102]
